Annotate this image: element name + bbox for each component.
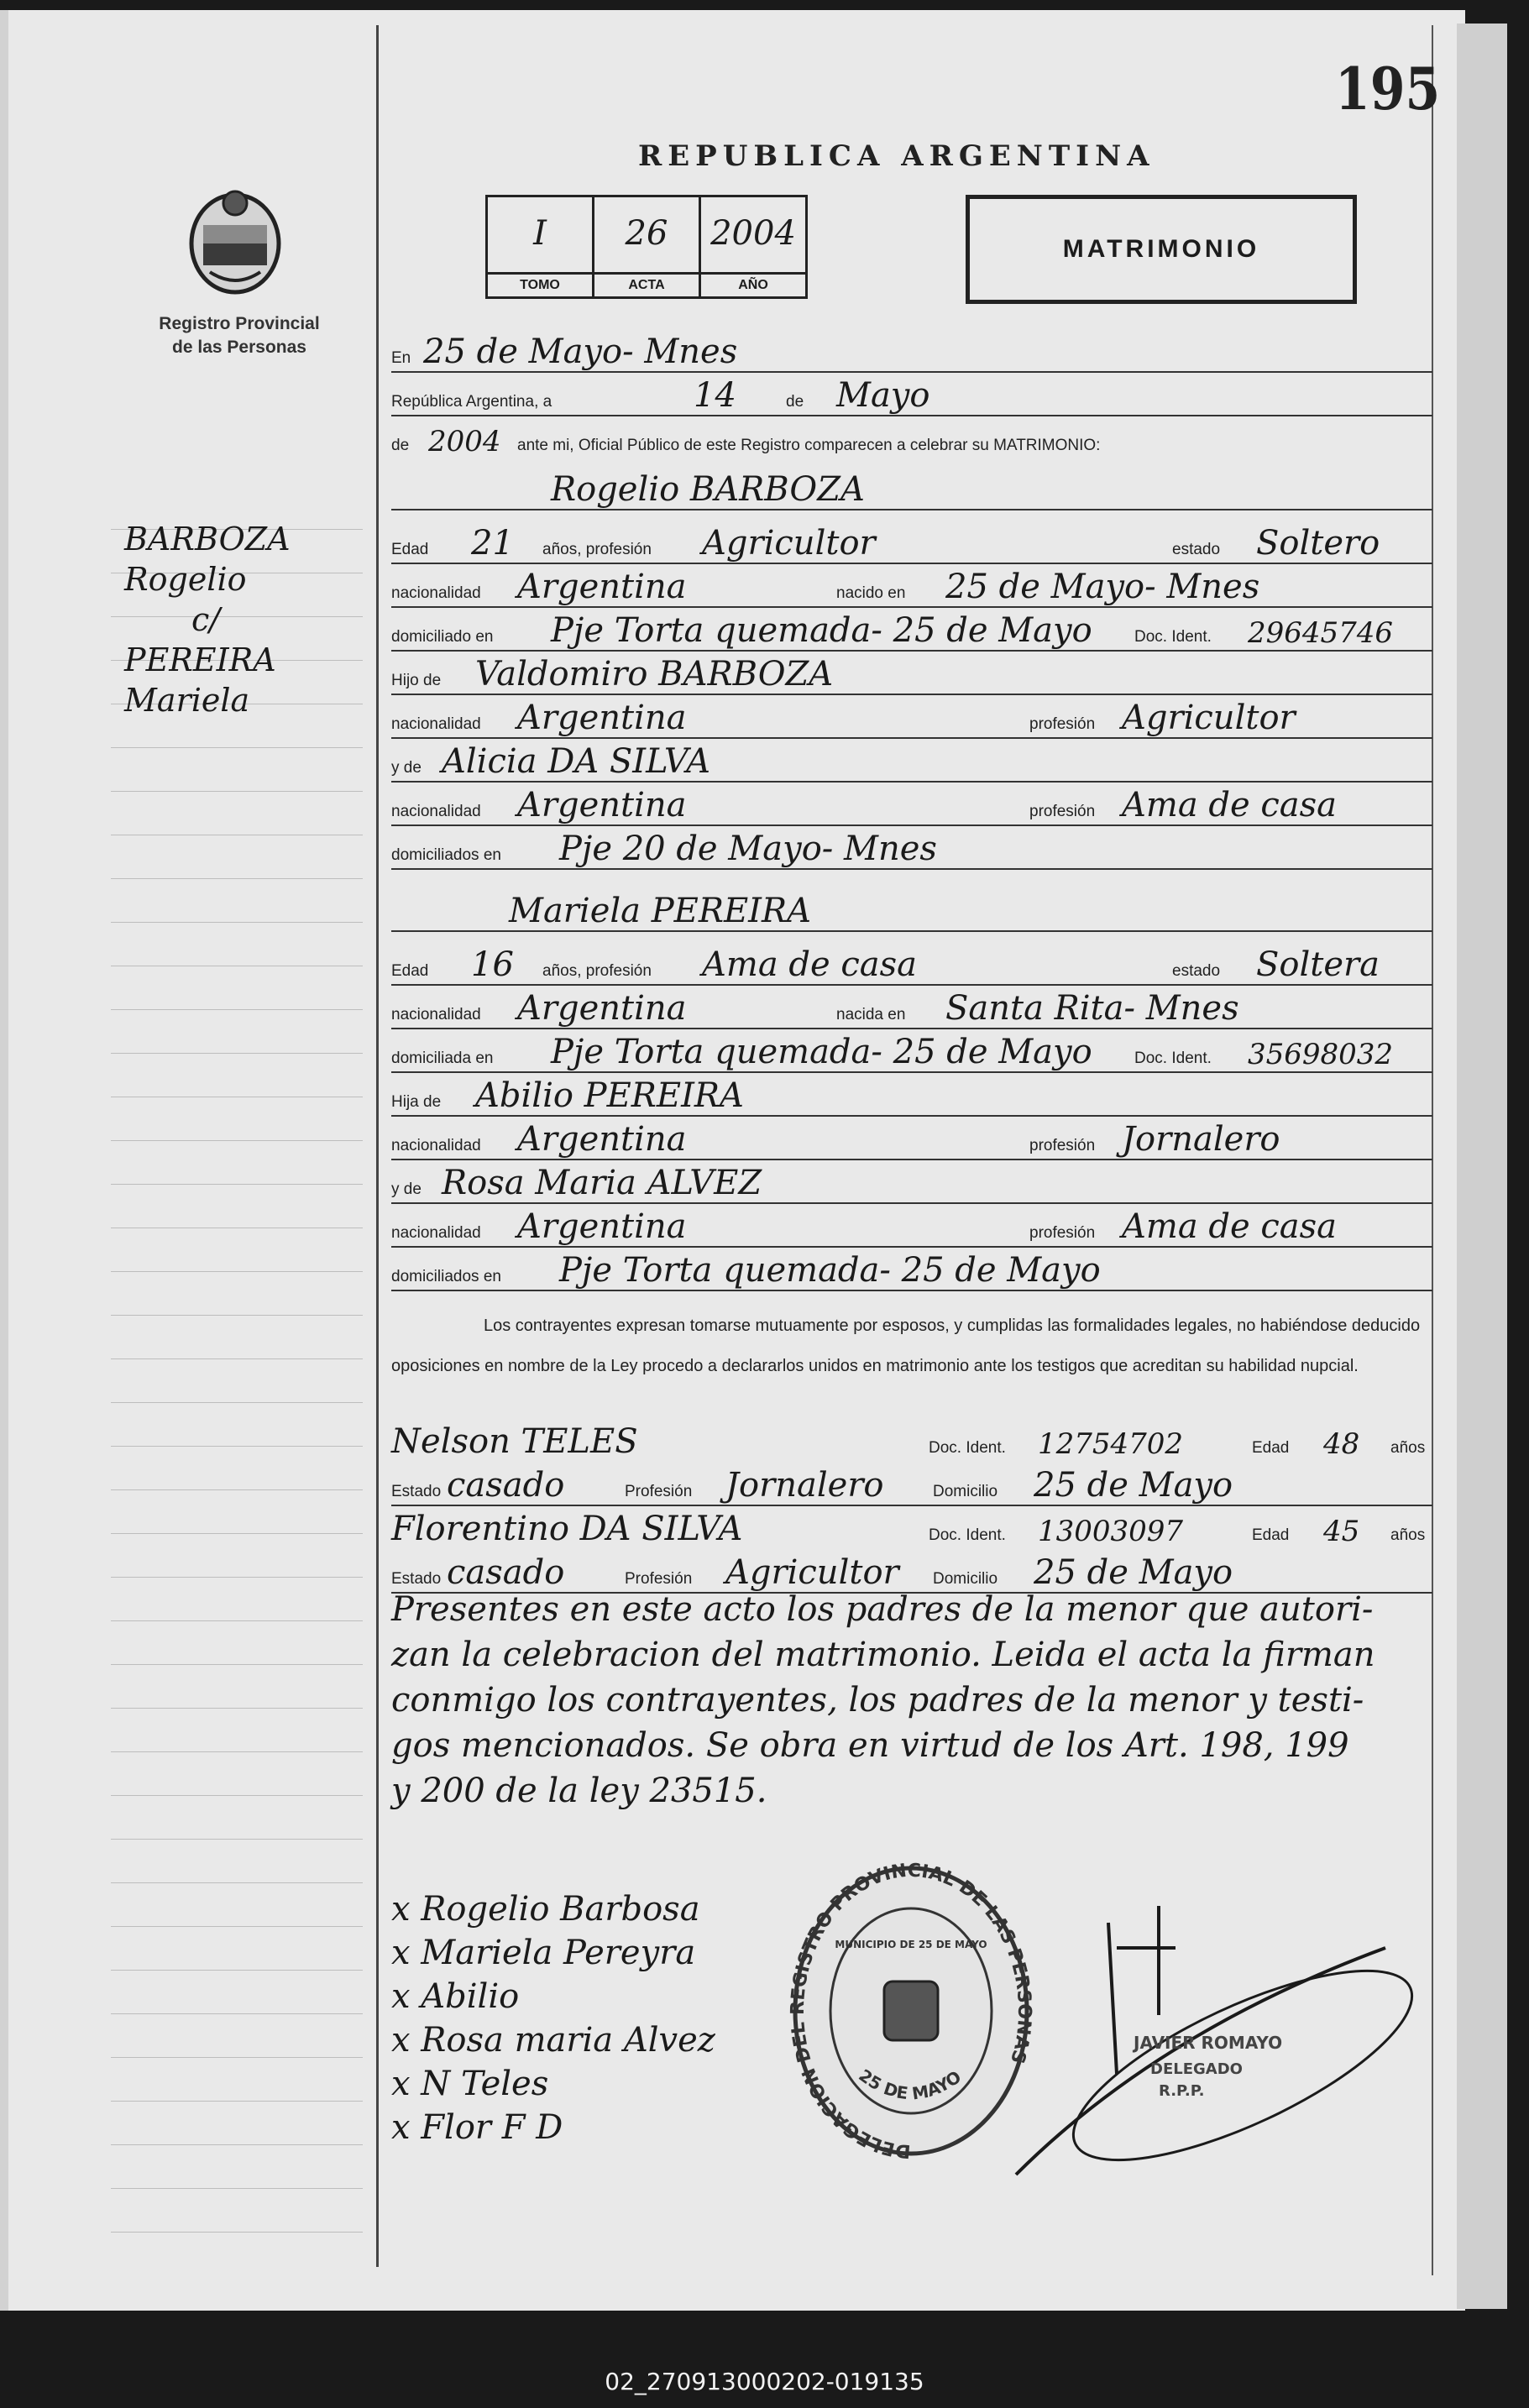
margin-names: BARBOZA Rogelio c/ PEREIRA Mariela <box>124 521 291 719</box>
bride-name-line: Mariela PEREIRA <box>391 888 1432 935</box>
margin-rule-line <box>111 2232 363 2233</box>
margin-rule-line <box>111 1446 363 1447</box>
witness1-details-line: Estado casado Profesión Jornalero Domicilio 25 de Mayo <box>391 1463 1432 1510</box>
bride-parents-dom-line: domiciliados en Pje Torta quemada- 25 de Mayo <box>391 1248 1432 1295</box>
bride-mother-line: y de Rosa Maria ALVEZ <box>391 1160 1432 1207</box>
bride-father-nat-line: nacionalidad Argentina profesión Jornalero <box>391 1117 1432 1164</box>
bride-domicile-line: domiciliada en Pje Torta quemada- 25 de Mayo Doc. Ident. 35698032 <box>391 1029 1432 1076</box>
margin-rule-line <box>111 1184 363 1185</box>
seal-emblem-icon <box>884 1981 938 2040</box>
margin-rule-line <box>111 1751 363 1752</box>
svg-text:25 DE MAYO: 25 DE MAYO <box>855 2065 965 2104</box>
registry-name: Registro Provincial de las Personas <box>159 314 320 357</box>
signature: x Flor F D <box>391 2108 563 2147</box>
svg-text:JAVIER ROMAYO: JAVIER ROMAYO <box>1134 2033 1283 2053</box>
margin-rule <box>376 25 379 2267</box>
margin-rule-line <box>111 1795 363 1796</box>
margin-rule-line <box>111 2013 363 2014</box>
signature: x Mariela Pereyra <box>391 1934 696 1972</box>
witness2-line: Florentino DA SILVA Doc. Ident. 13003097 Edad 45 años <box>391 1510 1426 1548</box>
margin-rule-line <box>111 1009 363 1010</box>
margin-rule-line <box>111 1489 363 1490</box>
margin-rule-line <box>111 1577 363 1578</box>
svg-text:MUNICIPIO DE 25 DE MAYO: MUNICIPIO DE 25 DE MAYO <box>835 1939 987 1950</box>
image-id-footer: 02_270913000202-019135 <box>605 2368 924 2395</box>
margin-rule-line <box>111 1664 363 1665</box>
next-page-edge <box>1457 24 1507 2309</box>
witness2-details-line: Estado casado Profesión Agricultor Domicilio 25 de Mayo <box>391 1550 1432 1597</box>
margin-rule-line <box>111 791 363 792</box>
margin-rule-line <box>111 1708 363 1709</box>
act-type-box: MATRIMONIO <box>966 195 1357 304</box>
margin-rule-line <box>111 1315 363 1316</box>
coat-of-arms-icon <box>185 178 285 296</box>
groom-age-line: Edad 21 años, profesión Agricultor estado Soltero <box>391 521 1432 568</box>
margin-rule-line <box>111 1839 363 1840</box>
margin-rule-line <box>111 2144 363 2145</box>
margin-rule-line <box>111 1358 363 1359</box>
signature: x Rosa maria Alvez <box>391 2021 715 2060</box>
margin-rule-line <box>111 878 363 879</box>
svg-text:R.P.P.: R.P.P. <box>1159 2082 1205 2100</box>
margin-rule-line <box>111 2057 363 2058</box>
margin-rule-line <box>111 2188 363 2189</box>
groom-mother-line: y de Alicia DA SILVA <box>391 739 1432 786</box>
margin-rule-line <box>111 922 363 923</box>
margin-rule-line <box>111 1970 363 1971</box>
groom-name-line: Rogelio BARBOZA <box>391 467 1432 514</box>
margin-rule-line <box>111 1533 363 1534</box>
groom-father-nat-line: nacionalidad Argentina profesión Agricultor <box>391 695 1432 742</box>
margin-rule-line <box>111 1271 363 1272</box>
margin-rule-line <box>111 1882 363 1883</box>
margin-rule-line <box>111 747 363 748</box>
acta-cell: 26 ACTA <box>594 197 701 296</box>
handwritten-notes: Presentes en este acto los padres de la menor que autori- zan la celebracion del matrimonio. Leida el acta la firman conmigo los contrayentes, los padres de la menor y testi- gos mencionados. Se obra en virtud de los Art. 198, 199 y 200 de la ley 23515. <box>391 1590 1375 1810</box>
bride-age-line: Edad 16 años, profesión Ama de casa estado Soltera <box>391 942 1432 989</box>
groom-mother-nat-line: nacionalidad Argentina profesión Ama de casa <box>391 783 1432 830</box>
signatures <box>391 1887 715 2149</box>
tomo-cell: I TOMO <box>488 197 594 296</box>
country-title: REPUBLICA ARGENTINA <box>638 139 1155 173</box>
margin-rule-line <box>111 2101 363 2102</box>
folio-number: 195 <box>1335 55 1441 124</box>
signature: x Rogelio Barbosa <box>391 1890 700 1929</box>
groom-father-line: Hijo de Valdomiro BARBOZA <box>391 652 1432 699</box>
witness1-line: Nelson TELES Doc. Ident. 12754702 Edad 48 años <box>391 1422 1426 1461</box>
svg-text:DELEGACION DEL REGISTRO PROVIN: DELEGACION DEL REGISTRO PROVINCIAL DE LAS PERSONAS <box>787 1860 1035 2162</box>
header-line-1: En 25 de Mayo- Mnes <box>391 329 1432 376</box>
margin-rule-line <box>111 1620 363 1621</box>
header-line-3: de 2004 ante mi, Oficial Público de este Registro comparecen a celebrar su MATRIMONIO: <box>391 425 1101 458</box>
header-line-2: República Argentina, a 14 de Mayo <box>391 373 1432 420</box>
margin-rule-line <box>111 1053 363 1054</box>
margin-rule-line <box>111 1402 363 1403</box>
svg-text:DELEGADO: DELEGADO <box>1150 2060 1243 2078</box>
margin-rule-line <box>111 1926 363 1927</box>
signature: x Abilio <box>391 1977 520 2016</box>
groom-domicile-line: domiciliado en Pje Torta quemada- 25 de Mayo Doc. Ident. 29645746 <box>391 608 1432 655</box>
bride-mother-nat-line: nacionalidad Argentina profesión Ama de casa <box>391 1204 1432 1251</box>
declaration-text: Los contrayentes expresan tomarse mutuamente por esposos, y cumplidas las formalidades legales, no habiéndose deducido oposiciones en nombre de la Ley procedo a declararlos unidos en matrimonio ante los testigos que acreditan su habilidad nupcial. <box>391 1317 1421 1375</box>
bride-nationality-line: nacionalidad Argentina nacida en Santa Rita- Mnes <box>391 986 1432 1033</box>
anio-cell: 2004 AÑO <box>701 197 805 296</box>
officer-signature-stamp <box>991 1898 1427 2200</box>
bride-father-line: Hija de Abilio PEREIRA <box>391 1073 1432 1120</box>
groom-nationality-line: nacionalidad Argentina nacido en 25 de Mayo- Mnes <box>391 564 1432 611</box>
margin-rule-line <box>111 1140 363 1141</box>
groom-parents-dom-line: domiciliados en Pje 20 de Mayo- Mnes <box>391 826 1432 873</box>
signature: x N Teles <box>391 2065 549 2103</box>
tomo-acta-anio-box <box>485 195 808 299</box>
